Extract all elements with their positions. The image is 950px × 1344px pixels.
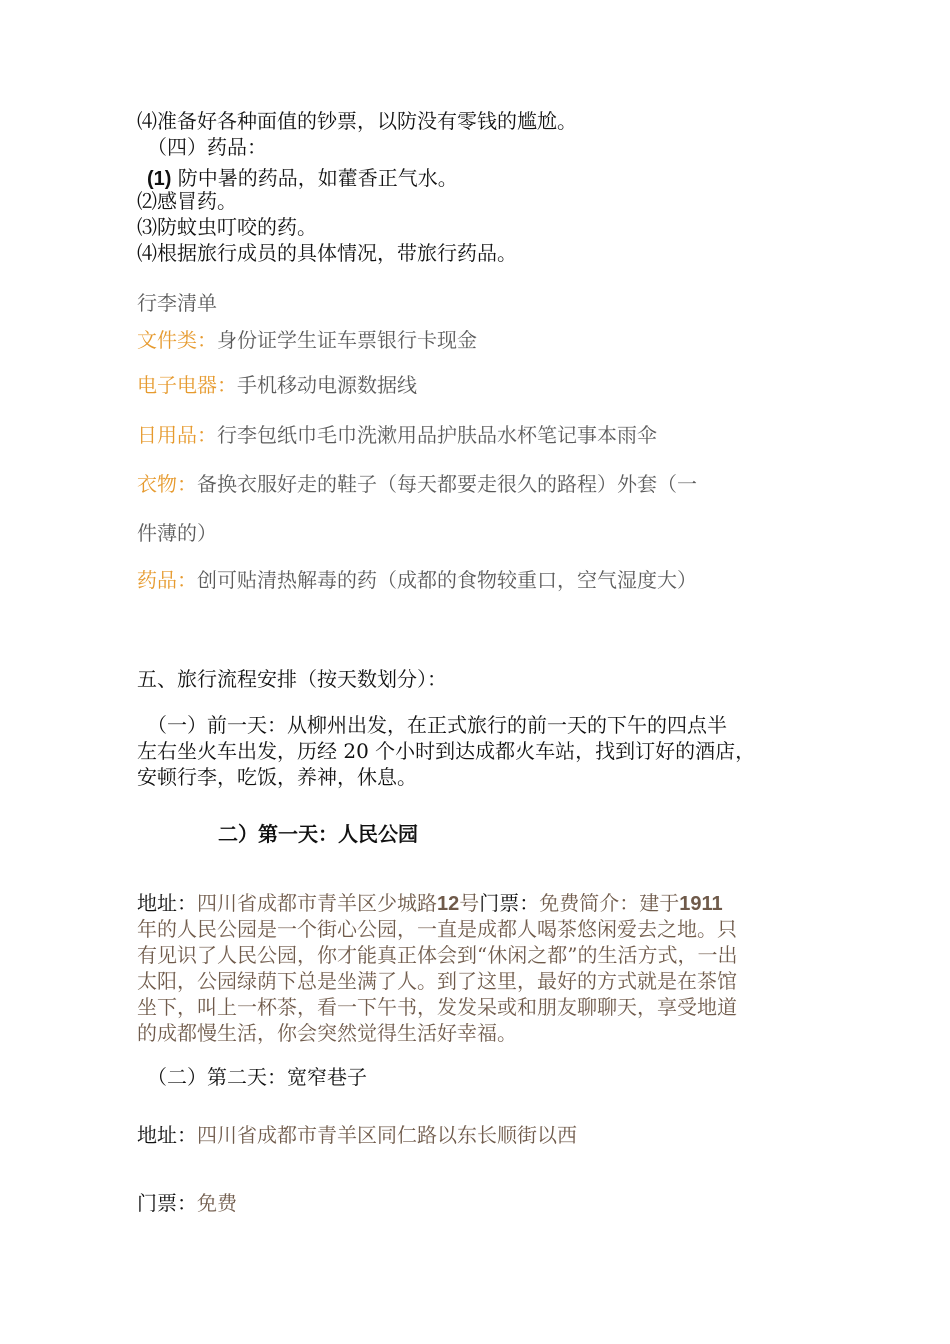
luggage-label: 药品： (137, 568, 197, 592)
day1-para-line-3: 有见识了人民公园，你才能真正体会到“休闲之都”的生活方式，一出 (137, 943, 738, 967)
address-text: 四川省成都市青羊区同仁路以东长顺街以西 (197, 1123, 577, 1147)
day0-line-1: （一）前一天：从柳州出发，在正式旅行的前一天的下午的四点半 (147, 713, 727, 737)
day1-para-line-1 (137, 890, 723, 917)
address-suffix: 号 (459, 891, 480, 915)
luggage-row-electronics (137, 372, 417, 398)
intro-label: 简介：建于 (579, 891, 680, 915)
ticket-value: 免费 (197, 1191, 237, 1215)
luggage-row-daily (137, 422, 657, 448)
luggage-label: 文件类： (137, 328, 217, 352)
luggage-text: 备换衣服好走的鞋子（每天都要走很久的路程）外套（一 (197, 472, 697, 496)
luggage-text: 行李包纸巾毛巾洗漱用品护肤品水杯笔记事本雨伞 (217, 423, 657, 447)
day1-para-line-5: 坐下，叫上一杯茶，看一下午书，发发呆或和朋友聊聊天，享受地道 (137, 995, 737, 1019)
luggage-row-documents (137, 327, 477, 353)
luggage-label: 衣物： (137, 472, 197, 496)
luggage-row-clothes-cont: 件薄的） (137, 521, 217, 545)
list-item-cold-medicine: ⑵感冒药。 (137, 189, 237, 213)
day1-para-line-2: 年的人民公园是一个街心公园，一直是成都人喝茶悠闲爱去之地。只 (137, 917, 737, 941)
item-text: 防中暑的药品，如藿香正气水。 (171, 166, 458, 190)
schedule-heading: 五、旅行流程安排（按天数划分）： (137, 667, 447, 691)
address-number: 12 (437, 893, 460, 915)
luggage-row-clothes (137, 471, 697, 497)
ticket-label: 门票： (137, 1191, 197, 1215)
intro-year: 1911 (679, 893, 723, 915)
day1-para-line-4: 太阳，公园绿荫下总是坐满了人。到了这里，最好的方式就是在茶馆 (137, 969, 737, 993)
ticket-label: 门票： (479, 891, 540, 915)
luggage-label: 电子电器： (137, 373, 237, 397)
luggage-text: 创可贴清热解毒的药（成都的食物较重口，空气湿度大） (197, 568, 697, 592)
address-label: 地址： (137, 891, 197, 915)
list-item-mosquito: ⑶防蚊虫叮咬的药。 (137, 215, 317, 239)
list-item-personal-medicine: ⑷根据旅行成员的具体情况，带旅行药品。 (137, 241, 517, 265)
medicine-heading: （四）药品： (147, 135, 267, 159)
luggage-title: 行李清单 (137, 291, 217, 315)
day1-para-line-6: 的成都慢生活，你会突然觉得生活好幸福。 (137, 1021, 517, 1045)
address-label: 地址： (137, 1123, 197, 1147)
luggage-text: 手机移动电源数据线 (237, 373, 417, 397)
day2-ticket (137, 1190, 237, 1216)
day2-heading: （二）第二天：宽窄巷子 (147, 1065, 367, 1089)
luggage-text: 身份证学生证车票银行卡现金 (217, 328, 477, 352)
list-item-cash: ⑷准备好各种面值的钞票，以防没有零钱的尴尬。 (137, 109, 577, 133)
day0-line-2: 左右坐火车出发，历经 20 个小时到达成都火车站，找到订好的酒店， (137, 739, 756, 763)
day2-address (137, 1122, 577, 1148)
luggage-label: 日用品： (137, 423, 217, 447)
address-text: 四川省成都市青羊区少城路 (197, 891, 437, 915)
day0-line-3: 安顿行李，吃饭，养神，休息。 (137, 765, 417, 789)
item-number: (1) (147, 168, 172, 190)
ticket-value: 免费 (539, 891, 580, 915)
luggage-row-medicine (137, 567, 697, 593)
day1-heading: 二）第一天：人民公园 (218, 822, 418, 846)
